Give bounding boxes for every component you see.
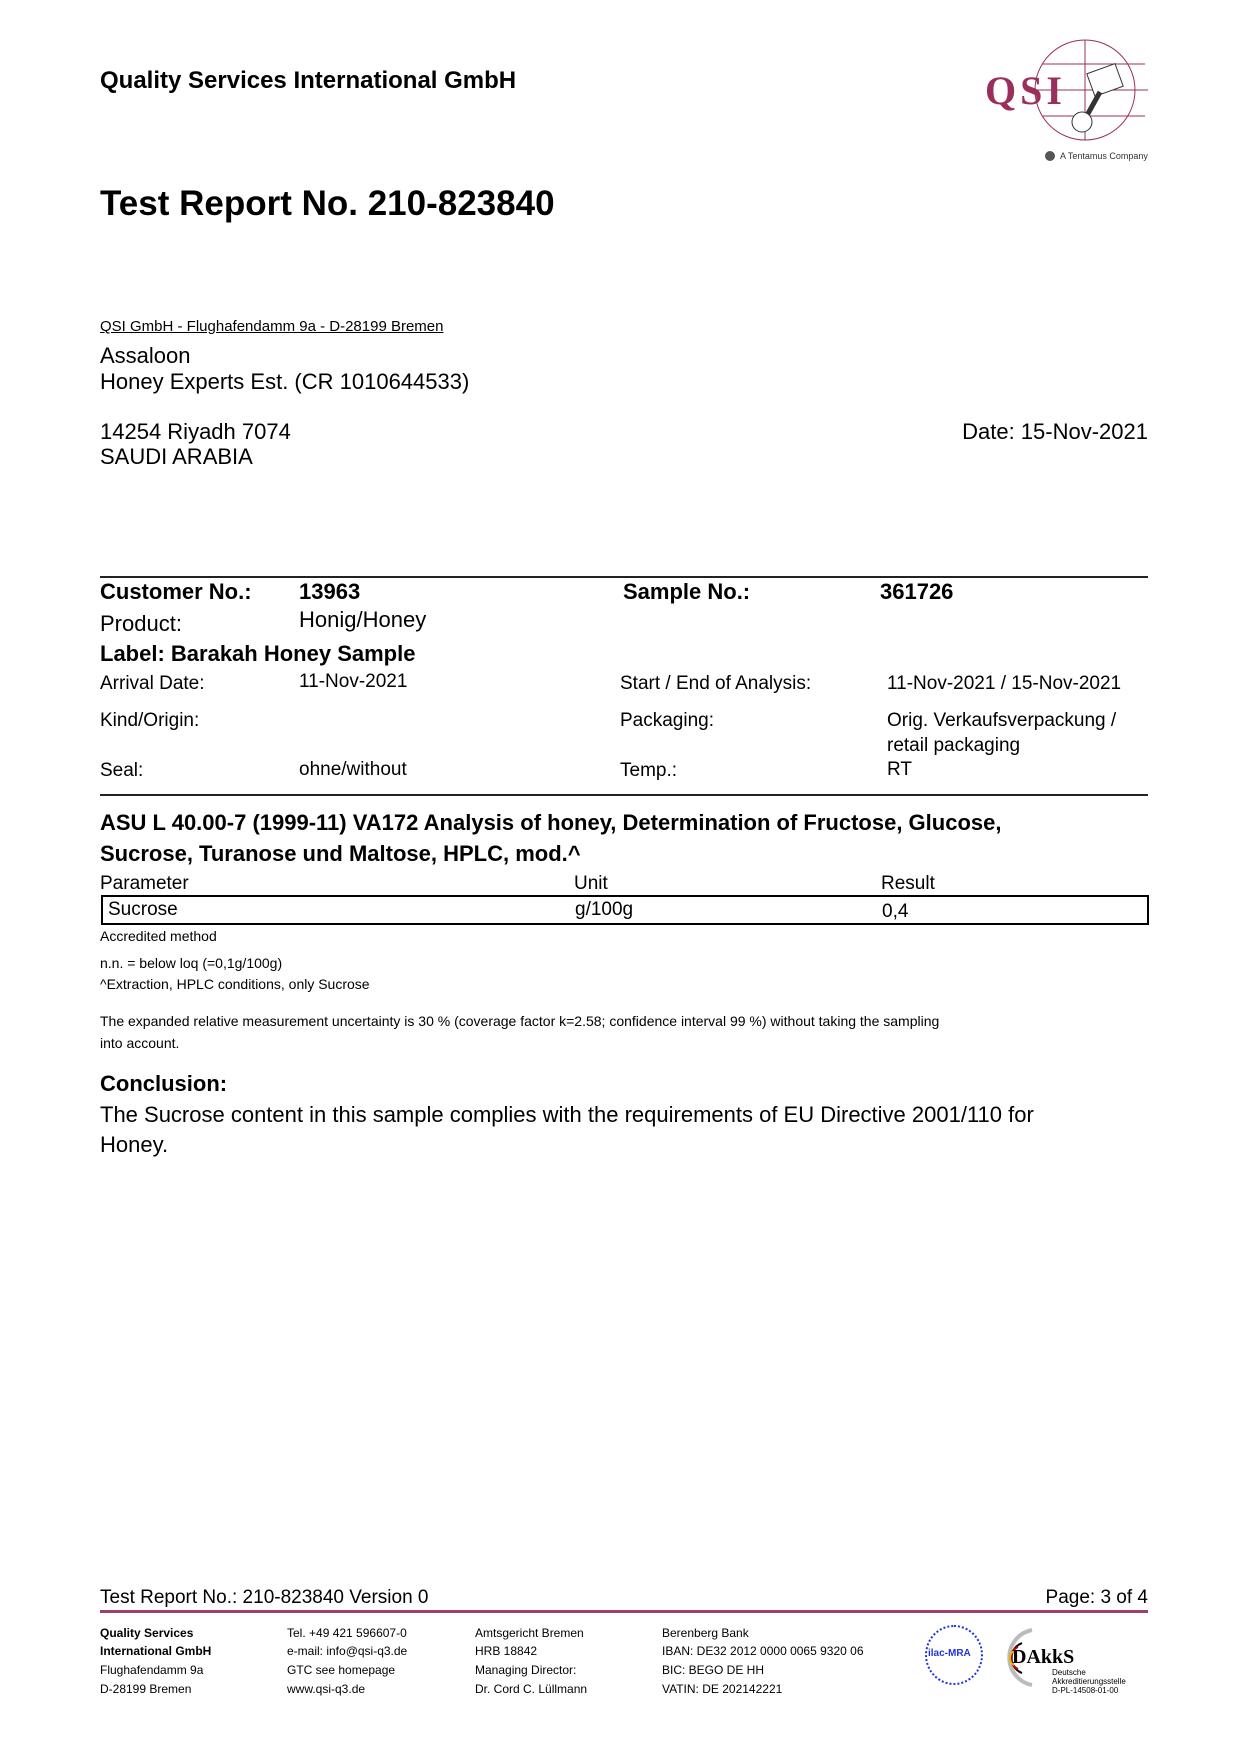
recipient-company: Honey Experts Est. (CR 1010644533)	[100, 369, 470, 394]
footer-phone: Tel. +49 421 596607-0	[287, 1626, 407, 1640]
recipient-city: 14254 Riyadh 7074	[100, 419, 291, 444]
arrival-value: 11-Nov-2021	[299, 671, 408, 692]
footer-col1-line4: D-28199 Bremen	[100, 1682, 192, 1696]
footer-col1-line3: Flughafendamm 9a	[100, 1663, 204, 1677]
table-row	[101, 895, 1149, 925]
sample-label: Sample No.:	[623, 579, 751, 604]
kind-label: Kind/Origin:	[100, 710, 200, 731]
dakks-sub1: Deutsche	[1052, 1668, 1086, 1677]
footer-email: e-mail: info@qsi-q3.de	[287, 1644, 408, 1658]
footer-bic: BIC: BEGO DE HH	[662, 1663, 765, 1677]
packaging-value-2: retail packaging	[887, 735, 1021, 756]
report-date: Date: 15-Nov-2021	[962, 419, 1148, 444]
qsi-logo	[980, 38, 1150, 168]
footer-vatin: VATIN: DE 202142221	[662, 1682, 783, 1696]
product-label: Product:	[100, 611, 182, 636]
col-unit: Unit	[574, 873, 608, 894]
footer-director: Dr. Cord C. Lüllmann	[475, 1682, 588, 1696]
recipient-name: Assaloon	[100, 343, 191, 368]
sample-value: 361726	[880, 579, 954, 604]
customer-value: 13963	[299, 579, 361, 604]
method-heading-2: Sucrose, Turanose und Maltose, HPLC, mod.^	[100, 841, 581, 866]
temp-label: Temp.:	[620, 760, 678, 781]
report-title: Test Report No. 210-823840	[100, 184, 555, 223]
method-heading: ASU L 40.00-7 (1999-11) VA172 Analysis of honey, Determination of Fructose, Glucose,	[100, 810, 1002, 835]
footer-bank: Berenberg Bank	[662, 1626, 749, 1640]
svg-text:QSI: QSI	[985, 68, 1066, 113]
footer-director-label: Managing Director:	[475, 1663, 577, 1677]
temp-value: RT	[887, 759, 912, 780]
extraction-note: ^Extraction, HPLC conditions, only Sucrose	[100, 976, 370, 992]
recipient-country: SAUDI ARABIA	[100, 444, 253, 469]
ilac-mra-logo	[925, 1625, 983, 1685]
footer-col1-line1: Quality Services	[100, 1626, 194, 1640]
uncertainty-note: The expanded relative measurement uncertainty is 30 % (coverage factor k=2.58; confidence interval 99 %) without taking the sampling	[100, 1013, 940, 1029]
accredited-note: Accredited method	[100, 928, 217, 944]
loq-note: n.n. = below loq (=0,1g/100g)	[100, 955, 283, 971]
seal-value: ohne/without	[299, 759, 407, 780]
uncertainty-note-2: into account.	[100, 1035, 180, 1051]
parameter-cell: Sucrose	[108, 899, 178, 920]
divider	[100, 576, 1148, 578]
analysis-value: 11-Nov-2021 / 15-Nov-2021	[887, 673, 1122, 694]
col-parameter: Parameter	[100, 873, 189, 894]
qsi-globe-key-icon	[980, 38, 1150, 168]
divider	[100, 794, 1148, 796]
seal-label: Seal:	[100, 760, 144, 781]
dakks-logo	[992, 1625, 1142, 1695]
packaging-label: Packaging:	[620, 710, 715, 731]
dakks-id: D-PL-14508-01-00	[1052, 1686, 1119, 1695]
footer-gtc: GTC see homepage	[287, 1663, 396, 1677]
footer-court: Amtsgericht Bremen	[475, 1626, 584, 1640]
label-line: Label: Barakah Honey Sample	[100, 641, 416, 666]
unit-cell: g/100g	[575, 899, 634, 920]
footer-iban: IBAN: DE32 2012 0000 0065 9320 06	[662, 1644, 864, 1658]
footer-hrb: HRB 18842	[475, 1644, 538, 1658]
footer-page: Page: 3 of 4	[1045, 1587, 1148, 1608]
customer-label: Customer No.:	[100, 579, 252, 604]
footer-report-no: Test Report No.: 210-823840 Version 0	[100, 1587, 429, 1608]
analysis-label: Start / End of Analysis:	[620, 673, 812, 694]
col-result: Result	[881, 873, 935, 894]
footer-col1-line2: International GmbH	[100, 1644, 212, 1658]
sender-line: QSI GmbH - Flughafendamm 9a - D-28199 Bremen	[100, 318, 444, 335]
dakks-text: DAkkS	[1012, 1646, 1075, 1668]
arrival-label: Arrival Date:	[100, 673, 205, 694]
logo-tagline: A Tentamus Company	[1060, 151, 1148, 161]
conclusion-text-2: Honey.	[100, 1132, 169, 1157]
result-cell: 0,4	[882, 901, 909, 922]
ilac-text: ilac-MRA	[928, 1648, 971, 1659]
conclusion-heading: Conclusion:	[100, 1071, 228, 1096]
company-name: Quality Services International GmbH	[100, 67, 517, 94]
product-value: Honig/Honey	[299, 607, 427, 632]
dakks-sub2: Akkreditierungsstelle	[1052, 1677, 1126, 1686]
footer-website: www.qsi-q3.de	[287, 1682, 366, 1696]
conclusion-text: The Sucrose content in this sample complies with the requirements of EU Directive 2001/110 for	[100, 1102, 1034, 1127]
packaging-value: Orig. Verkaufsverpackung /	[887, 710, 1117, 731]
footer-divider	[100, 1610, 1148, 1613]
